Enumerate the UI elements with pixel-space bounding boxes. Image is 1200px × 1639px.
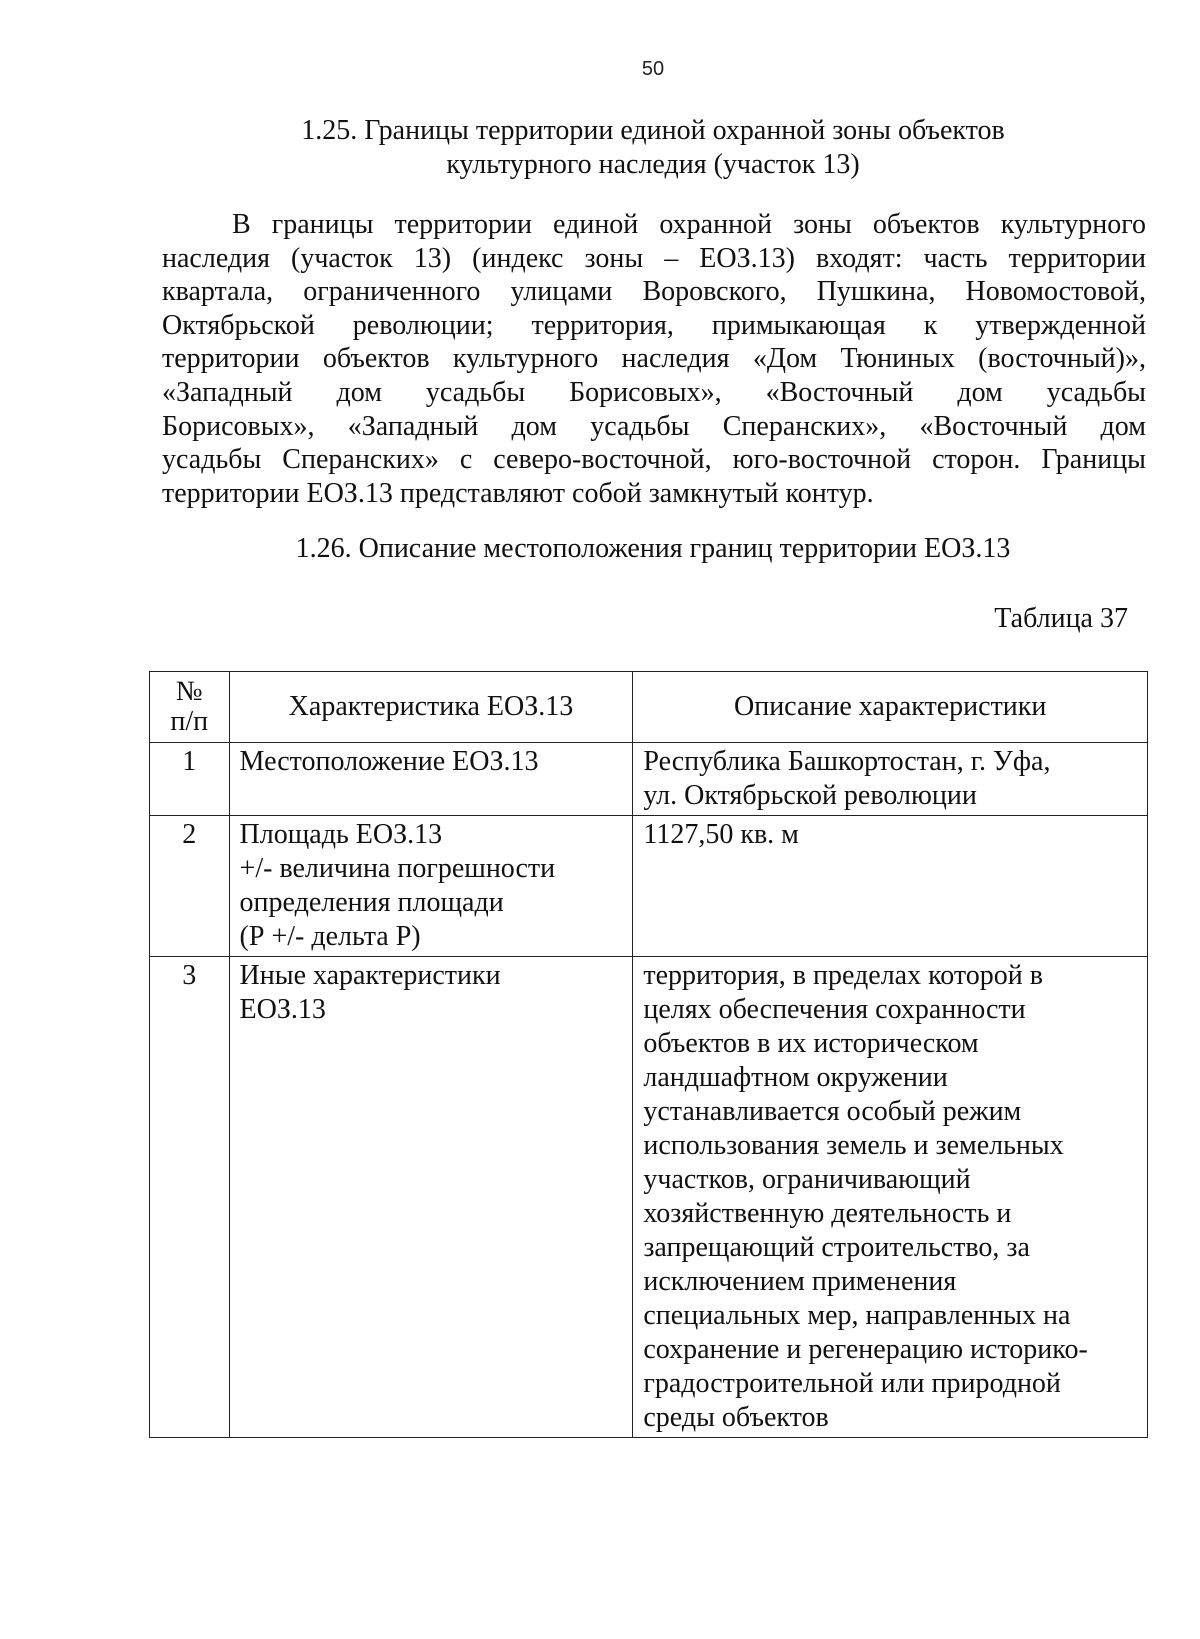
row-description — [633, 816, 1148, 957]
cell-line: среды объектов — [643, 1402, 829, 1433]
paragraph-line: В границы территории единой охранной зоны объектов культурного — [232, 209, 1146, 240]
section-heading-1-25 — [0, 114, 1200, 182]
cell-line: Площадь ЕОЗ.13 — [239, 819, 443, 850]
header-characteristic: Характеристика ЕОЗ.13 — [229, 672, 633, 743]
section-heading-1-26: 1.26. Описание местоположения границ территории ЕОЗ.13 — [295, 533, 1011, 564]
cell-line: специальных мер, направленных на — [643, 1300, 1071, 1331]
cell-line: сохранение и регенерацию историко- — [643, 1334, 1088, 1365]
table-row — [150, 957, 1148, 1438]
row-number: 3 — [150, 957, 230, 1438]
header-description: Описание характеристики — [633, 672, 1148, 743]
table-row — [150, 816, 1148, 957]
paragraph-line: территории ЕОЗ.13 представляют собой замкнутый контур. — [162, 477, 874, 509]
paragraph-line: квартала, ограниченного улицами Воровского, Пушкина, Новомостовой, — [162, 276, 1146, 308]
cell-line: запрещающий строительство, за — [643, 1232, 1030, 1263]
cell-line: Республика Башкортостан, г. Уфа, — [643, 746, 1051, 777]
paragraph-line: усадьбы Сперанских» с северо-восточной, юго-восточной сторон. Границы — [162, 444, 1146, 476]
paragraph-line: «Западный дом усадьбы Борисовых», «Восточный дом усадьбы — [162, 376, 1146, 408]
cell-line: 1127,50 кв. м — [643, 819, 799, 850]
cell-line: территория, в пределах которой в — [643, 960, 1043, 991]
paragraph-line: Октябрьской революции; территория, примыкающая к утвержденной — [162, 309, 1146, 341]
table-label: Таблица 37 — [994, 603, 1128, 634]
characteristics-table — [149, 671, 1148, 1438]
header-num-line: № — [175, 676, 203, 707]
paragraph-line: Борисовых», «Западный дом усадьбы Сперанских», «Восточный дом — [162, 410, 1146, 442]
row-number: 1 — [150, 743, 230, 816]
cell-line: Иные характеристики — [239, 960, 501, 991]
cell-line: градостроительной или природной — [643, 1368, 1061, 1399]
row-characteristic — [229, 743, 633, 816]
header-num — [150, 672, 230, 743]
cell-line: ЕОЗ.13 — [239, 994, 326, 1025]
paragraph-line: наследия (участок 13) (индекс зоны – ЕОЗ.13) входят: часть территории — [162, 242, 1146, 274]
body-paragraph — [162, 208, 1146, 510]
section-heading-line: культурного наследия (участок 13) — [446, 149, 860, 180]
cell-line: Местоположение ЕОЗ.13 — [239, 746, 539, 777]
cell-line: хозяйственную деятельность и — [643, 1198, 1012, 1229]
cell-line: исключением применения — [643, 1266, 957, 1297]
row-description — [633, 743, 1148, 816]
page-number: 50 — [641, 58, 665, 80]
cell-line: ул. Октябрьской революции — [643, 780, 977, 811]
cell-line: устанавливается особый режим — [643, 1096, 1022, 1127]
table-row — [150, 743, 1148, 816]
row-characteristic — [229, 816, 633, 957]
row-number: 2 — [150, 816, 230, 957]
row-description — [633, 957, 1148, 1438]
cell-line: +/- величина погрешности — [239, 853, 556, 884]
cell-line: объектов в их историческом — [643, 1028, 979, 1059]
cell-line: ландшафтном окружении — [643, 1062, 948, 1093]
paragraph-line: территории объектов культурного наследия «Дом Тюниных (восточный)», — [162, 343, 1146, 375]
row-characteristic — [229, 957, 633, 1438]
header-num-line: п/п — [170, 706, 209, 737]
table-header-row — [150, 672, 1148, 743]
cell-line: (Р +/- дельта Р) — [239, 921, 421, 952]
cell-line: участков, ограничивающий — [643, 1164, 971, 1195]
cell-line: использования земель и земельных — [643, 1130, 1064, 1161]
cell-line: определения площади — [239, 887, 504, 918]
section-heading-line: 1.25. Границы территории единой охранной зоны объектов — [301, 115, 1005, 146]
cell-line: целях обеспечения сохранности — [643, 994, 1026, 1025]
